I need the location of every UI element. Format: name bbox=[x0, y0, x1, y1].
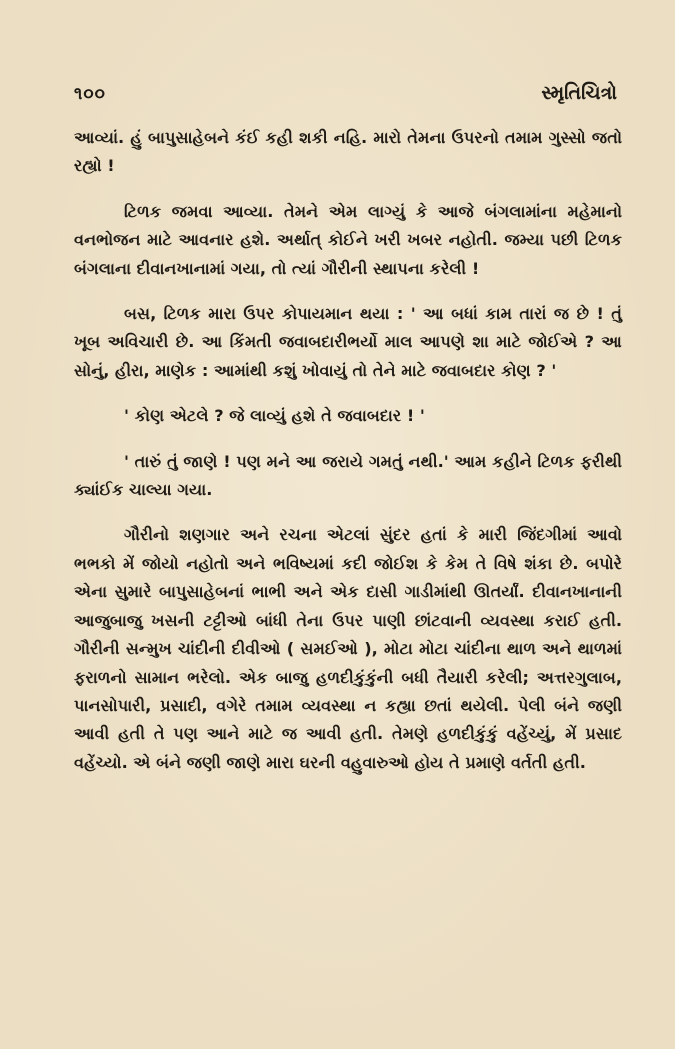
paragraph: ' તારું તું જાણે ! પણ મને આ જરાયે ગમતું નથી.' આમ કહીને ટિળક ફરીથી ક્યાંઈક ચાલ્યા ગયા. bbox=[74, 451, 622, 500]
page-header bbox=[74, 84, 617, 114]
paragraph: ગૌરીનો શણગાર અને રચના એટલાં સુંદર હતાં કે મારી જિંદગીમાં આવો ભભકો મેં જોયો નહોતો અને ભવિષ્યમાં કદી જોઈશ કે કેમ તે વિષે શંકા છે. બપોરે એના સુમારે બાપુસાહેબનાં ભાભી અને એક દાસી ગાડીમાંથી ઊતર્યાં. દીવાનખાનાની આજુબાજુ ખસની ટટ્ટીઓ બાંધી તેના ઉપર પાણી છાંટવાની વ્યવસ્થા કરાઈ હતી. ગૌરીની સન્મુખ ચાંદીની દીવીઓ ( સમઈઓ ), મોટા મોટા ચાંદીના થાળ અને થાળમાં ફરાળનો સામાન ભરેલો. એક બાજુ હળદીકુંકુંની બધી તૈયારી કરેલી; અત્તરગુલાબ, પાનસોપારી, પ્રસાદી, વગેરે તમામ વ્યવસ્થા ન કહ્યા છતાં થયેલી. પેલી બંને જણી આવી હતી તે પણ આને માટે જ આવી હતી. તેમણે હળદીકુંકું વહેંચ્યું, મેં પ્રસાદ વહેંચ્યો. એ બંને જણી જાણે મારા ઘરની વહુવારુઓ હોય તે પ્રમાણે વર્તતી હતી. bbox=[74, 525, 622, 772]
paragraph: બસ, ટિળક મારા ઉપર કોપાયમાન થયા : ' આ બધાં કામ તારાં જ છે ! તું ખૂબ અવિચારી છે. આ કિંમતી જવાબદારીભર્યો માલ આપણે શા માટે જોઈએ ? આ સોનું, હીરા, માણેક : આમાંથી કશું ખોવાયું તો તેને માટે જવાબદાર કોણ ? ' bbox=[74, 304, 622, 380]
paragraph: ટિળક જમવા આવ્યા. તેમને એમ લાગ્યું કે આજે બંગલામાંના મહેમાનો વનભોજન માટે આવનાર હશે. અર્થાત્ કોઈને ખરી ખબર નહોતી. જમ્યા પછી ટિળક બંગલાના દીવાનખાનામાં ગયા, તો ત્યાં ગૌરીની સ્થાપના કરેલી ! bbox=[74, 201, 622, 278]
page-number: ૧૦૦ bbox=[74, 84, 106, 104]
paragraph: ' કોણ એટલે ? જે લાવ્યું હશે તે જવાબદાર ! ' bbox=[124, 406, 425, 426]
paragraph: આવ્યાં. હું બાપુસાહેબને કંઈ કહી શકી નહિ. મારો તેમના ઉપરનો તમામ ગુસ્સો જતો રહ્યો ! bbox=[74, 128, 622, 176]
body-text bbox=[74, 124, 622, 794]
running-title: સ્મૃતિચિત્રો bbox=[541, 82, 617, 104]
